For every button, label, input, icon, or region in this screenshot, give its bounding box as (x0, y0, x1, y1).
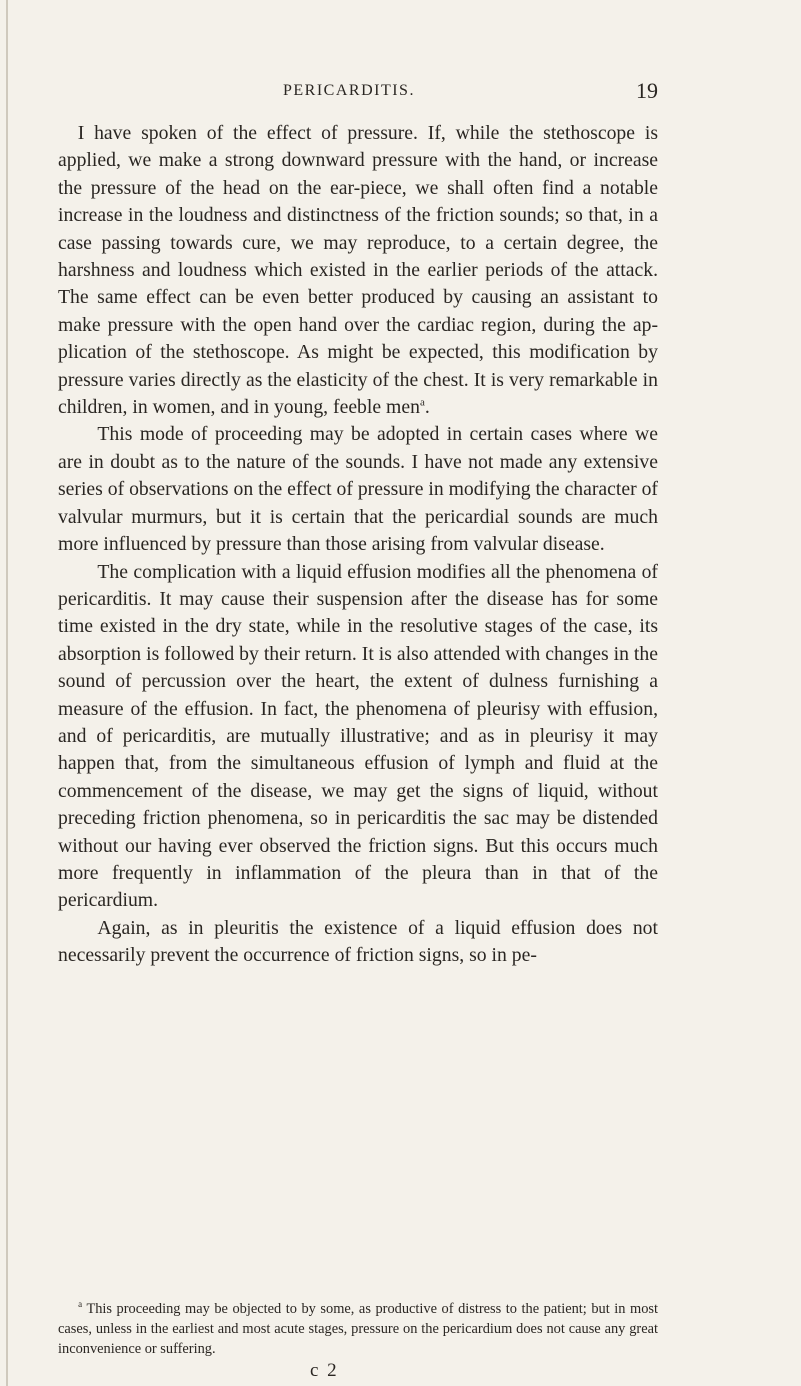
paragraph (58, 120, 658, 421)
signature-mark: c 2 (310, 1360, 339, 1381)
body-text (58, 120, 658, 970)
footnote-reference: a (419, 396, 425, 409)
footnote-text: This proceeding may be objected to by some, as productive of distress to the patient; but in most cases, unless in the earliest and most acute stages, pressure on the pericardium does not cause any great inconvenience or suffering. (58, 1301, 658, 1357)
page-edge-shadow (6, 0, 8, 1386)
paragraph-text-end: . (424, 396, 430, 419)
footnote-paragraph (58, 1299, 658, 1359)
paragraph: Again, as in pleuritis the existence of a liquid effusion does not necessarily prevent the occurrence of friction signs, so in pe- (58, 916, 658, 967)
page-header (58, 80, 658, 106)
paragraph: The complication with a liquid effusion modifies all the phenomena of pericarditis. It may cause their suspension after the disease has for some time existed in the dry state, while in the resolutive stages of the case, its absorption is followed by their return. It is also attended with changes in the sound of percussion over the heart, the extent of dulness furnishing a measure of the effusion. In fact, the phenomena of pleurisy with effusion, and of pericarditis, are mutually illustrative; and as in pleurisy it may happen that, from the simultaneous effusion of lymph and fluid at the commencement of the disease, we may get the signs of liquid, without preceding friction phenomena, so in pericarditis the sac may be distended without our having ever observed the friction signs. But this occurs much more frequently in inflammation of the pleura than in that of the pericardium. (58, 560, 658, 912)
paragraph: This mode of proceeding may be adopted in certain cases where we are in doubt as to the nature of the sounds. I have not made any extensive series of observations on the effect of pressure in modifying the character of valvular murmurs, but it is certain that the pericardial sounds are much more influenced by pressure than those arising from valvular disease. (58, 423, 658, 556)
footnote (58, 1299, 658, 1359)
footnote-mark: a (78, 1299, 83, 1310)
running-head: PERICARDITIS. (283, 82, 415, 99)
paragraph-text: I have spoken of the effect of pressure. If, while the stethoscope is applied, we make a strong downward pressure with the hand, or increase the pressure of the head on the ear-piece, we shall often find a notable increase in the loudness and distinctness of the friction sounds; so that, in a case passing towards cure, we may reproduce, to a certain degree, the harshness and loudness which existed in the earlier periods of the attack. The same effect can be even better produced by causing an assistant to make pressure with the open hand over the cardiac region, during the application of the stethoscope. As might be expected, this modification by pressure varies directly as the elasticity of the chest. It is very remarkable in children, in women, and in young, feeble men (58, 122, 658, 419)
page-number: 19 (636, 78, 658, 103)
